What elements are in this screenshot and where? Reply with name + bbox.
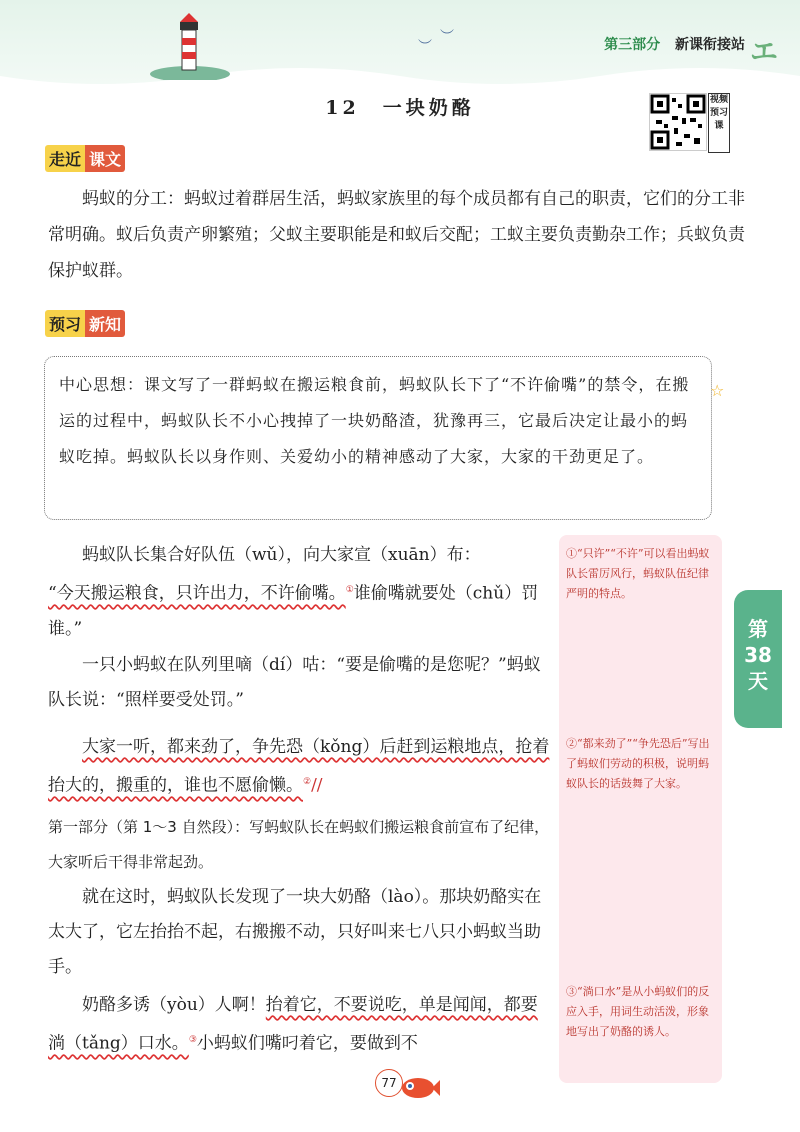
day-tab: [734, 590, 782, 728]
central-idea-box: [44, 356, 712, 520]
lighthouse-icon: [150, 10, 230, 80]
qr-code[interactable]: [649, 93, 707, 151]
p1-a: 蚂蚁队长集合好队伍（wǔ），向大家宣（xuān）布：: [82, 545, 481, 565]
paragraph-5: [48, 988, 553, 1062]
section-header-preview: [45, 310, 125, 336]
day-tab-l1: 第: [748, 617, 768, 641]
lesson-title: 12 一块奶酪: [325, 97, 475, 119]
p3-text: 大家一听，都来劲了，争先恐（kǒng）后赶到运粮地点，抢着抬大的，搬重的，谁也不愿偷懒。: [48, 737, 550, 796]
header-label: [594, 34, 745, 54]
fish-icon: [396, 1072, 440, 1102]
intro-text: 蚂蚁的分工：蚂蚁过着群居生活，蚂蚁家族里的每个成员都有自己的职责，它们的分工非常明确。蚁后负责产卵繁殖；父蚁主要职能是和蚁后交配；工蚁主要负责勤杂工作；兵蚁负责保护蚁群。: [48, 189, 745, 281]
star-icon: ☆: [710, 381, 725, 400]
header-series: 新课衔接站: [675, 37, 745, 53]
paragraph-1: [48, 538, 553, 647]
sup-3: ③: [188, 1035, 197, 1045]
bird-icon: ︶: [440, 29, 454, 45]
paragraph-4: 就在这时，蚂蚁队长发现了一块大奶酪（lào）。那块奶酪实在太大了，它左抬抬不起，右搬搬不动，只好叫来七八只小蚂蚁当助手。: [48, 887, 542, 977]
qr-code-icon: [650, 94, 706, 150]
note-2: ②“都来劲了”“争先恐后”写出了蚂蚁们劳动的积极，说明蚂蚁队长的话鼓舞了大家。: [566, 737, 710, 790]
sup-1: ①: [345, 585, 354, 595]
bird-icon: ︶: [418, 39, 432, 55]
central-idea-text: 中心思想：课文写了一群蚂蚁在搬运粮食前，蚂蚁队长下了“不许偷嘴”的禁令，在搬运的过程中，蚂蚁队长不小心拽掉了一块奶酪渣，犹豫再三，它最后决定让最小的蚂蚁吃掉。蚂蚁队长以身作则、关爱幼小的精神感动了大家，大家的干劲更足了。: [59, 375, 690, 466]
part-summary: 第一部分（第 1～3 自然段）：写蚂蚁队长在蚂蚁们搬运粮食前宣布了纪律，大家听后干得非常起劲。: [48, 818, 550, 871]
section-preview-a: 预习: [45, 310, 85, 337]
day-tab-l2: 38: [744, 643, 772, 667]
section-header-near: [45, 145, 125, 171]
section-preview-b: 新知: [85, 310, 125, 337]
paragraph-2: 一只小蚂蚁在队列里嘀（dí）咕：“要是偷嘴的是您呢？”蚂蚁队长说：“照样要受处罚。”: [48, 655, 541, 710]
page-number: 77: [375, 1069, 403, 1097]
note-3: ③“淌口水”是从小蚂蚁们的反应入手，用词生动活泼，形象地写出了奶酪的诱人。: [566, 985, 710, 1038]
day-tab-l3: 天: [748, 669, 768, 693]
series-logo-icon: エ: [749, 35, 778, 68]
section-near-b: 课文: [85, 145, 125, 172]
note-1: ①“只许”“不许”可以看出蚂蚁队长雷厉风行，蚂蚁队伍纪律严明的特点。: [566, 547, 710, 600]
header-part: 第三部分: [604, 37, 661, 53]
p1-c: 谁偷嘴就要处（chǔ）罚谁。”: [48, 583, 539, 639]
p1-b: “今天搬运粮食，只许出力，不许偷嘴。: [48, 583, 346, 604]
paragraph-break-mark: //: [311, 775, 323, 796]
sup-2: ②: [303, 777, 312, 787]
paragraph-3: [48, 730, 553, 804]
p5-c: 小蚂蚁们嘴叼着它，要做到不: [196, 1033, 418, 1054]
p5-a: 奶酪多诱（yòu）人啊！: [82, 995, 266, 1015]
section-near-a: 走近: [45, 145, 85, 172]
p5-b: 抬着它，不要说吃，单是闻闻，都要淌（tǎng）口水。: [48, 995, 538, 1054]
qr-label: 视频预习课: [708, 93, 730, 153]
